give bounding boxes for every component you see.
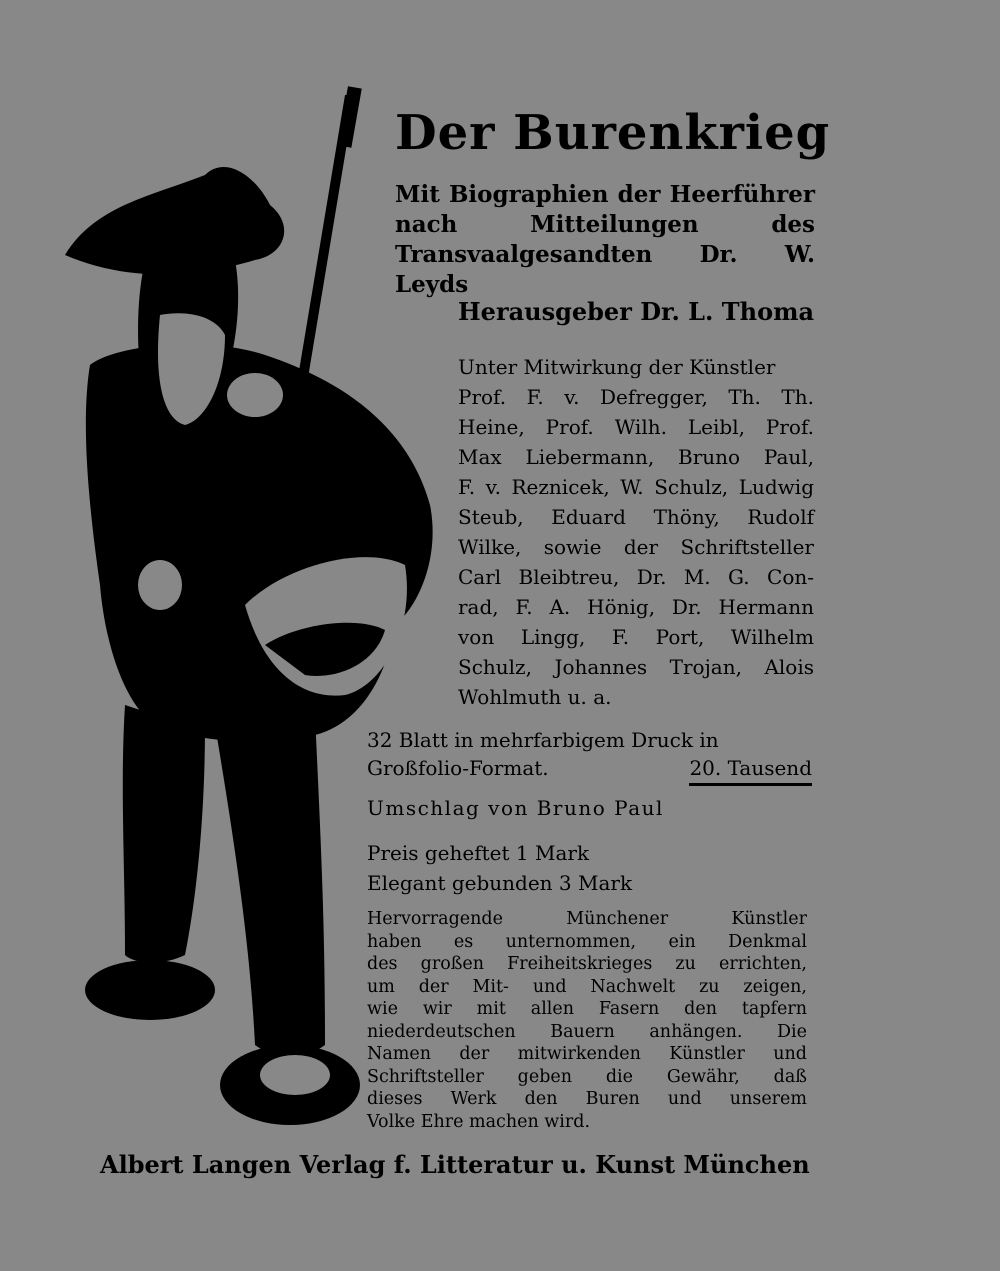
artists-line: Prof. F. v. Defregger, Th. Th. <box>458 385 814 409</box>
artists-line: Schulz, Johannes Trojan, Alois <box>458 655 814 679</box>
description <box>367 908 807 1133</box>
cover-credit: Umschlag von Bruno Paul <box>367 796 664 820</box>
description-line: Namen der mitwirkenden Künstler und <box>367 1044 807 1064</box>
artists-line: Wohlmuth u. a. <box>458 685 612 709</box>
artists-line: Unter Mitwirkung der Künstler <box>458 355 776 379</box>
editor-line: Herausgeber Dr. L. Thoma <box>458 297 815 326</box>
price-bound: Elegant gebunden 3 Mark <box>367 871 633 895</box>
prices <box>367 838 632 898</box>
description-line: des großen Freiheitskrieges zu errichten, <box>367 954 807 974</box>
specs-row <box>367 754 812 786</box>
description-line: Schriftsteller geben die Gewähr, daß <box>367 1066 807 1087</box>
description-line: Hervorragende Münchener Künstler <box>367 909 807 929</box>
description-line: haben es unternommen, ein Denkmal <box>367 931 807 952</box>
artists-line: Heine, Prof. Wilh. Leibl, Prof. <box>458 415 814 439</box>
publisher-line: Albert Langen Verlag f. Litteratur u. Kunst München <box>100 1150 810 1179</box>
description-line: Volke Ehre machen wird. <box>367 1111 591 1132</box>
artists-line: Carl Bleibtreu, Dr. M. G. Con- <box>458 565 814 589</box>
artists-line: Wilke, sowie der Schriftsteller <box>458 535 814 559</box>
artists-line: von Lingg, F. Port, Wilhelm <box>458 625 814 649</box>
page-title: Der Burenkrieg <box>395 105 831 161</box>
artists-line: Max Liebermann, Bruno Paul, <box>458 445 814 469</box>
description-line: um der Mit- und Nachwelt zu zeigen, <box>367 976 807 997</box>
edition-count: 20. Tausend <box>689 754 812 786</box>
format-specs <box>367 726 812 786</box>
description-line: dieses Werk den Buren und unserem <box>367 1089 807 1109</box>
subtitle: Mit Biographien der Heerführer nach Mitteilungen des Transvaalgesandten Dr. W. Leyds <box>395 181 815 298</box>
artists-list <box>458 352 814 712</box>
artists-line: Steub, Eduard Thöny, Rudolf <box>458 505 814 529</box>
price-stitched: Preis geheftet 1 Mark <box>367 841 590 865</box>
specs-line: 32 Blatt in mehrfarbigem Druck in <box>367 728 719 752</box>
specs-format: Großfolio-Format. <box>367 756 549 780</box>
description-line: niederdeutschen Bauern anhängen. Die <box>367 1021 807 1042</box>
description-line: wie wir mit allen Fasern den tapfern <box>367 999 807 1019</box>
artists-line: rad, F. A. Hönig, Dr. Hermann <box>458 595 814 619</box>
artists-line: F. v. Reznicek, W. Schulz, Ludwig <box>458 475 814 499</box>
